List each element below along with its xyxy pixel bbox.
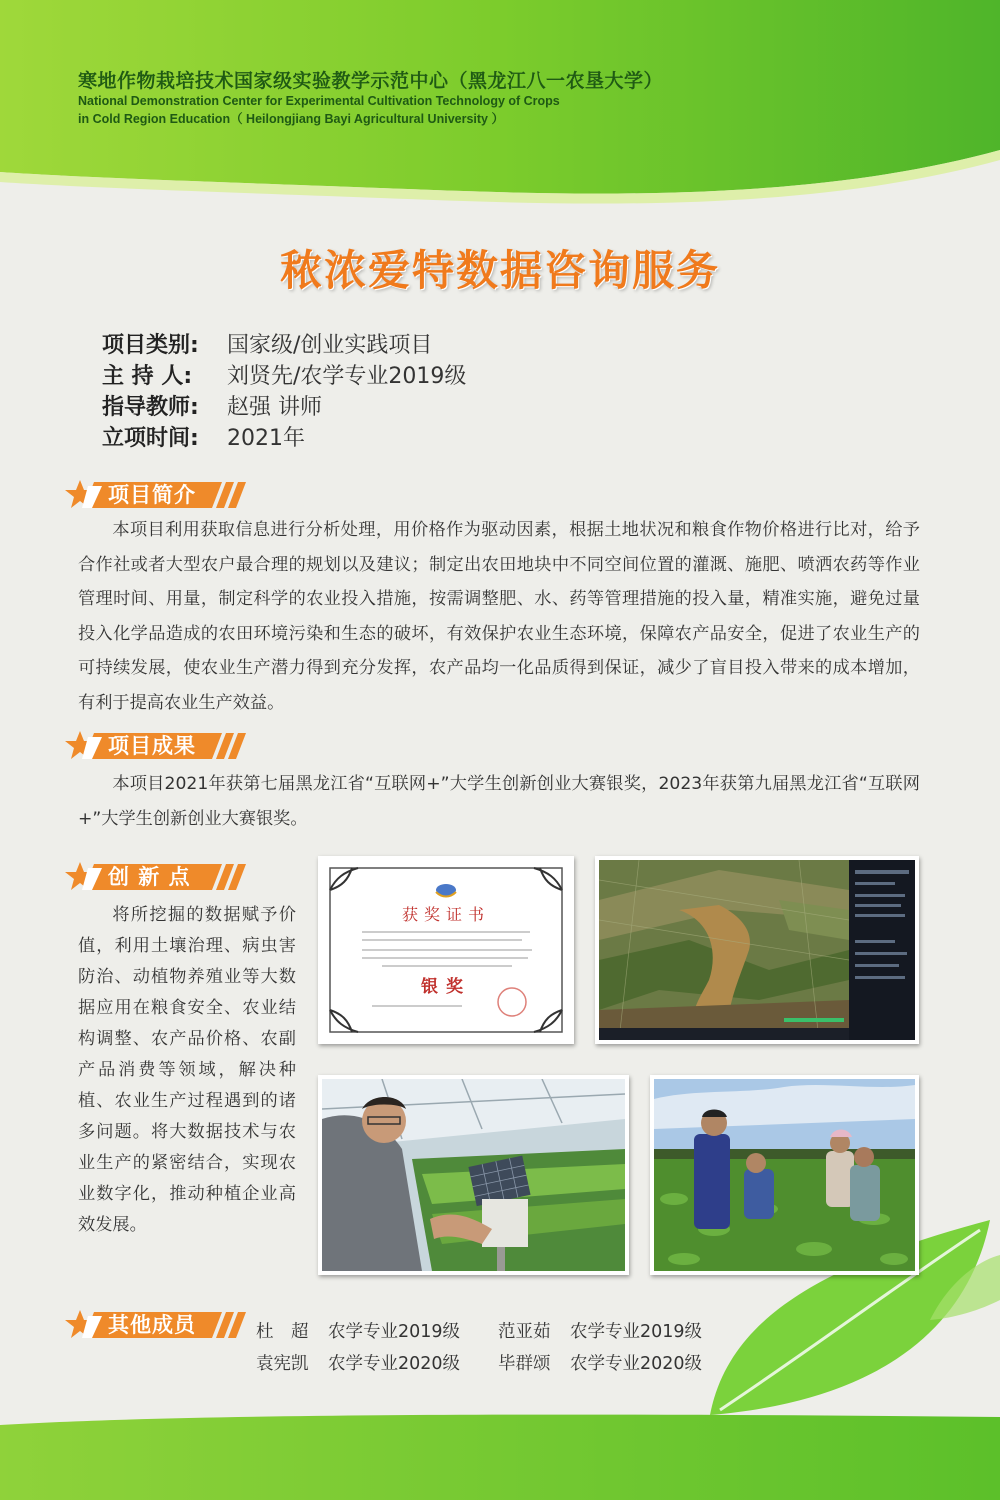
- info-value: 赵强 讲师: [227, 395, 322, 420]
- footer-background: [0, 1395, 1000, 1500]
- info-label: 指导教师:: [102, 395, 199, 420]
- member-major: 农学专业2019级: [328, 1322, 461, 1342]
- member-major: 农学专业2020级: [328, 1354, 461, 1374]
- intro-text: 本项目利用获取信息进行分析处理，用价格作为驱动因素，根据土地状况和粮食作物价格进行比对，给予合作社或者大型农户最合理的规划以及建议；制定出农田地块中不同空间位置的灌溉、施肥、喷洒农药等作业管理时间、用量，制定科学的农业投入措施，按需调整肥、水、药等管理措施的投入量，精准实施，避免过量投入化学品造成的农田环境污染和生态的破坏，有效保护农业生态环境，保障农产品安全，促进了农业生产的可持续发展，使农业生产潜力得到充分发挥，农产品均一化品质得到保证，减少了盲目投入带来的成本增加，有利于提高农业生产效益。: [78, 520, 920, 713]
- members-row: [256, 1316, 740, 1348]
- info-row-category: [102, 330, 466, 361]
- members-list: [256, 1316, 740, 1380]
- section-title: 其他成员: [108, 1313, 196, 1337]
- certificate-border-icon: [322, 860, 570, 1040]
- members-row: [256, 1348, 740, 1380]
- satellite-map-photo: [595, 856, 919, 1044]
- info-label: 主 持 人:: [102, 364, 193, 389]
- info-row-advisor: [102, 392, 466, 423]
- info-label: 项目类别:: [102, 333, 199, 358]
- info-value: 刘贤先/农学专业2019级: [227, 364, 467, 389]
- info-value: 国家级/创业实践项目: [227, 333, 433, 358]
- innovation-text: 将所挖掘的数据赋予价值，利用土壤治理、病虫害防治、动植物养殖业等大数据应用在粮食安全、农业结构调整、农产品价格、农副产品消费等领域，解决种植、农业生产过程遇到的诸多问题。将大数据技术与农业生产的紧密结合，实现农业数字化，推动种植企业高效发展。: [78, 905, 296, 1235]
- header-title-cn: 寒地作物栽培技术国家级实验教学示范中心（黑龙江八一农垦大学）: [78, 70, 664, 92]
- certificate-title: 获奖证书: [401, 905, 490, 924]
- satellite-map-image: [599, 860, 915, 1040]
- section-header-intro: [62, 478, 252, 512]
- member-name: 杜 超: [256, 1322, 309, 1342]
- greenhouse-image: [322, 1079, 625, 1271]
- section-title: 创 新 点: [108, 865, 191, 889]
- field-photo: [650, 1075, 919, 1275]
- section-title: 项目成果: [108, 734, 196, 758]
- section-header-members: [62, 1308, 252, 1342]
- member-name: 袁宪凯: [256, 1354, 309, 1374]
- info-row-leader: [102, 361, 466, 392]
- section-header-innovation: [62, 860, 252, 894]
- info-label: 立项时间:: [102, 426, 199, 451]
- section-title: 项目简介: [108, 483, 196, 507]
- certificate-award: 银奖: [421, 977, 471, 997]
- innovation-paragraph: [78, 900, 296, 1241]
- page-title: 秾浓爱特数据咨询服务: [279, 246, 720, 295]
- field-image: [654, 1079, 915, 1271]
- info-row-date: [102, 423, 466, 454]
- section-header-achievements: [62, 729, 252, 763]
- certificate-image: [322, 860, 570, 1040]
- project-info: [102, 330, 466, 454]
- member-name: 毕群颂: [498, 1354, 551, 1374]
- info-value: 2021年: [227, 426, 305, 451]
- intro-paragraph: [78, 513, 920, 720]
- header-title-en-line1: National Demonstration Center for Experimental Cultivation Technology of Crops: [78, 94, 560, 108]
- member-major: 农学专业2019级: [570, 1322, 703, 1342]
- greenhouse-photo: [318, 1075, 629, 1275]
- header-title-en-line2: in Cold Region Education（ Heilongjiang Bayi Agricultural University ）: [78, 112, 504, 126]
- achievements-text: 本项目2021年获第七届黑龙江省“互联网+”大学生创新创业大赛银奖，2023年获第九届黑龙江省“互联网+”大学生创新创业大赛银奖。: [78, 774, 920, 829]
- certificate-photo: [318, 856, 574, 1044]
- member-major: 农学专业2020级: [570, 1354, 703, 1374]
- achievements-paragraph: [78, 767, 920, 836]
- member-name: 范亚茹: [498, 1322, 551, 1342]
